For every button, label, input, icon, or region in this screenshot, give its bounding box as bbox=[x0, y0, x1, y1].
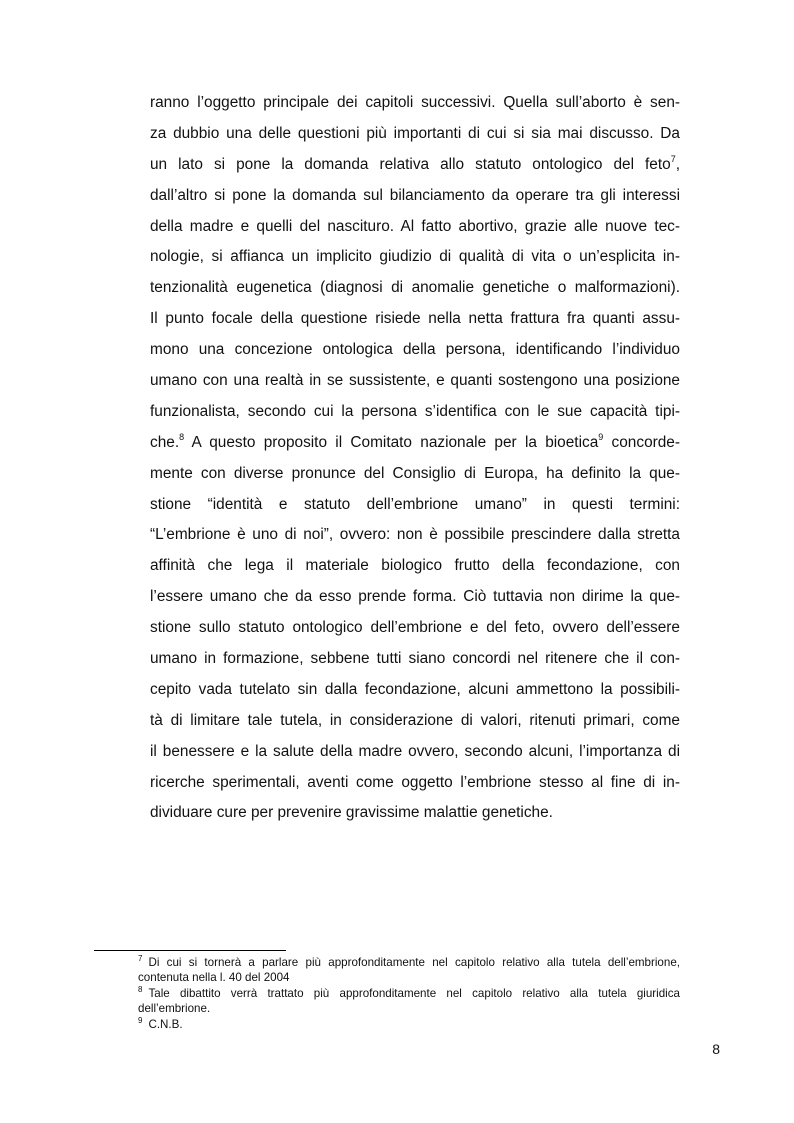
paragraph-line: dividuare cure per prevenire gravissime malattie genetiche. bbox=[150, 804, 553, 822]
paragraph-line: l’essere umano che da esso prende forma. Ciò tuttavia non dirime la que- bbox=[150, 588, 680, 606]
footnote-ref-7: 7 bbox=[670, 153, 676, 164]
paragraph-line: mente con diverse pronunce del Consiglio di Europa, ha definito la que- bbox=[150, 464, 680, 482]
paragraph-line: cepito vada tutelato sin dalla fecondazione, alcuni ammettono la possibili- bbox=[150, 680, 680, 698]
paragraph-line: il benessere e la salute della madre ovvero, secondo alcuni, l’importanza di bbox=[150, 742, 680, 760]
body-paragraph bbox=[150, 88, 680, 829]
footnote-7: $^7$ Di cui si tornerà a parlare più approfonditamente nel capitolo relativo alla tutela dell’embrione, bbox=[138, 954, 680, 969]
footnote-mark: 9 bbox=[138, 1015, 143, 1025]
footnote-separator bbox=[94, 950, 286, 951]
footnotes bbox=[138, 955, 680, 1032]
paragraph-line: ricerche sperimentali, aventi come oggetto l’embrione stesso al fine di in- bbox=[150, 773, 680, 791]
footnote-mark: 8 bbox=[138, 984, 143, 994]
paragraph-line: che.$^8$ A questo proposito il Comitato nazionale per la bioetica$^9$ concorde- bbox=[150, 431, 680, 451]
paragraph-line: mono una concezione ontologica della persona, identificando l’individuo bbox=[150, 341, 680, 359]
paragraph-line: umano con una realtà in se sussistente, e quanti sostengono una posizione bbox=[150, 372, 680, 390]
paragraph-line: stione sullo statuto ontologico dell’embrione e del feto, ovvero dell’essere bbox=[150, 619, 680, 637]
paragraph-line: “L’embrione è uno di noi”, ovvero: non è possibile prescindere dalla stretta bbox=[150, 526, 680, 544]
footnote-8: $^8$ Tale dibattito verrà trattato più approfonditamente nel capitolo relativo alla tutela giuridica bbox=[138, 984, 680, 1000]
footnote-8-continued: dell’embrione. bbox=[138, 1002, 211, 1016]
footnote-ref-9: 9 bbox=[598, 431, 604, 442]
paragraph-line: tà di limitare tale tutela, in considerazione di valori, ritenuti primari, come bbox=[150, 711, 680, 729]
paragraph-line: ranno l’oggetto principale dei capitoli successivi. Quella sull’aborto è sen- bbox=[150, 94, 680, 111]
footnote-ref-8: 8 bbox=[179, 431, 185, 442]
paragraph-line: della madre e quelli del nascituro. Al fatto abortivo, grazie alle nuove tec- bbox=[150, 217, 680, 235]
paragraph-line: Il punto focale della questione risiede nella netta frattura fra quanti assu- bbox=[150, 310, 680, 328]
paragraph-line: un lato si pone la domanda relativa allo statuto ontologico del feto$^7$, bbox=[150, 153, 680, 173]
paragraph-line: nologie, si affianca un implicito giudizio di qualità di vita o un’esplicita in- bbox=[150, 248, 680, 266]
paragraph-line: stione “identità e statuto dell’embrione umano” in questi termini: bbox=[150, 495, 680, 513]
paragraph-line: dall’altro si pone la domanda sul bilanciamento da operare tra gli interessi bbox=[150, 186, 680, 204]
paragraph-line: affinità che lega il materiale biologico frutto della fecondazione, con bbox=[150, 557, 680, 575]
page-number: 8 bbox=[712, 1041, 720, 1057]
footnote-mark: 7 bbox=[138, 954, 143, 964]
paragraph-line: umano in formazione, sebbene tutti siano concordi nel ritenere che il con- bbox=[150, 650, 680, 668]
footnote-7-continued: contenuta nella l. 40 del 2004 bbox=[138, 971, 290, 985]
paragraph-line: za dubbio una delle questioni più importanti di cui si sia mai discusso. Da bbox=[150, 124, 680, 142]
paragraph-line: tenzionalità eugenetica (diagnosi di anomalie genetiche o malformazioni). bbox=[150, 279, 680, 297]
paragraph-line: funzionalista, secondo cui la persona s’identifica con le sue capacità tipi- bbox=[150, 402, 680, 420]
footnote-9: $^9$ C.N.B. bbox=[138, 1015, 183, 1031]
